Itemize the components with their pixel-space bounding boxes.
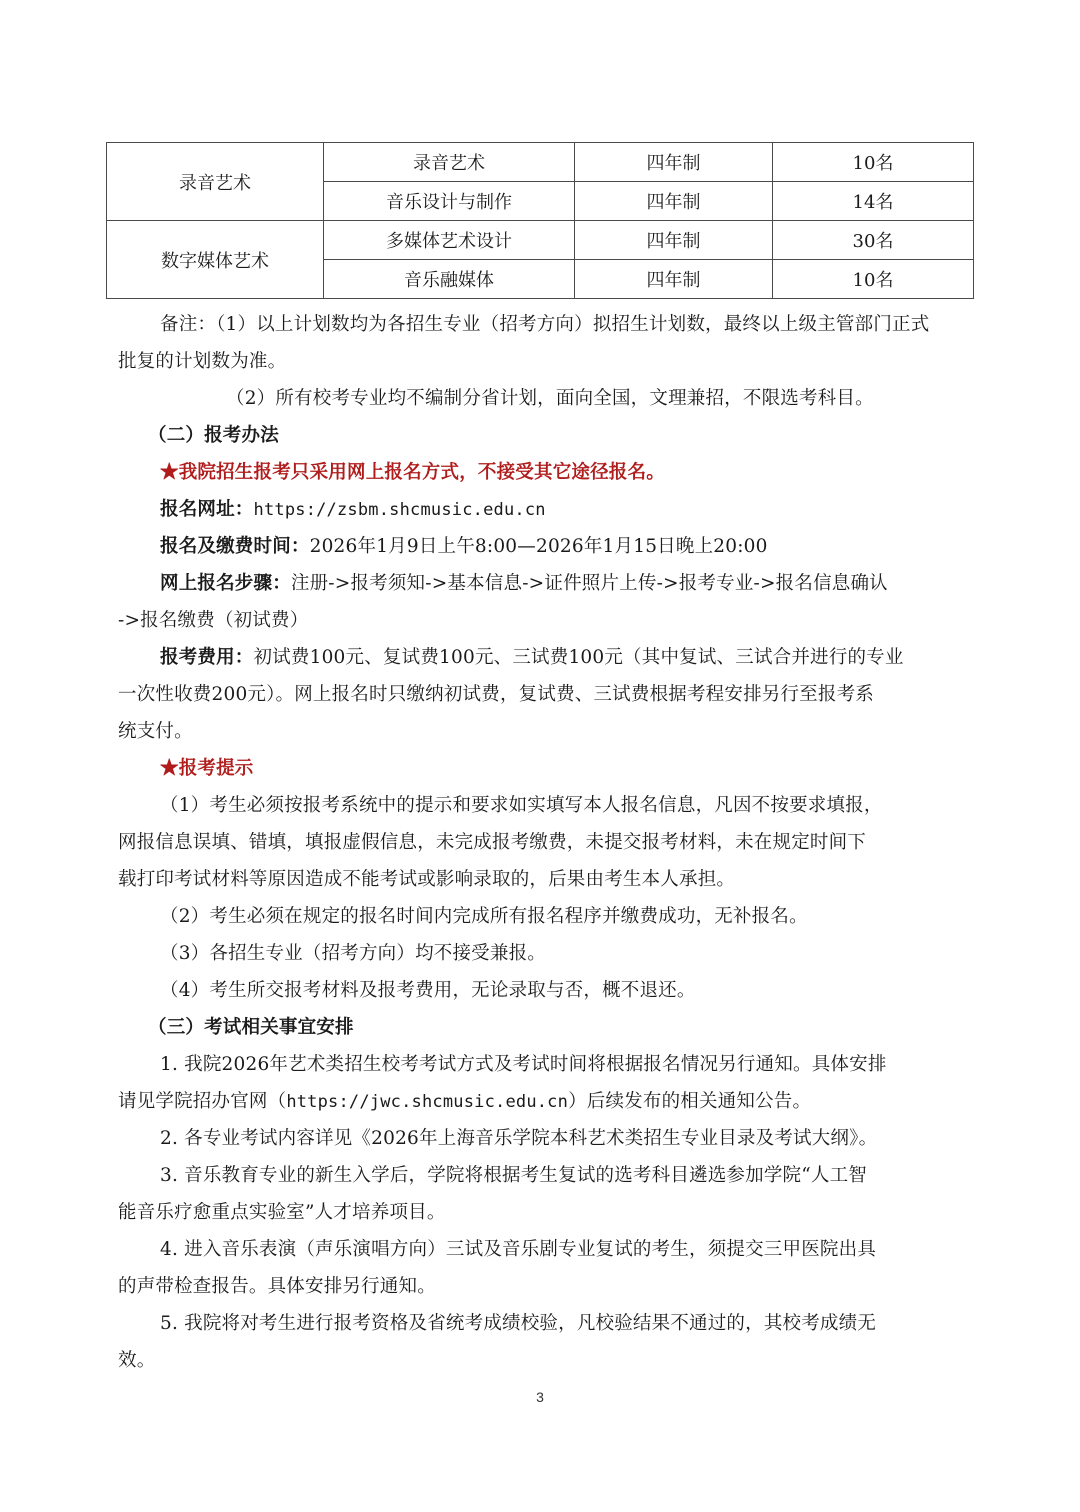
steps-value: 注册->报考须知->基本信息->证件照片上传->报考专业->报名信息确认 — [290, 573, 888, 594]
tips-heading — [118, 750, 966, 787]
tips-heading-text: 报考提示 — [178, 758, 254, 779]
exam-item-1: 1. 我院2026年艺术类招生校考考试方式及考试时间将根据报名情况另行通知。具体安排 — [160, 1054, 887, 1075]
registration-steps-row — [118, 565, 966, 602]
duration-cell: 四年制 — [575, 221, 773, 260]
table-row — [107, 143, 974, 182]
steps-label: 网上报名步骤： — [160, 573, 291, 594]
quota-cell: 10名 — [773, 260, 974, 299]
tip-2: （2）考生必须在规定的报名时间内完成所有报名程序并缴费成功，无补报名。 — [160, 906, 808, 927]
item-1-post: ）后续发布的相关通知公告。 — [568, 1091, 812, 1112]
exam-item-5: 5. 我院将对考生进行报考资格及省统考成绩校验，凡校验结果不通过的，其校考成绩无 — [160, 1313, 877, 1334]
tip-1: （1）考生必须按报考系统中的提示和要求如实填写本人报名信息，凡因不按要求填报， — [160, 795, 883, 816]
notice-text: 我院招生报考只采用网上报名方式，不接受其它途径报名。 — [178, 462, 665, 483]
tip-3: （3）各招生专业（招考方向）均不接受兼报。 — [160, 943, 546, 964]
item-1-pre: 请见学院招办官网（ — [118, 1091, 287, 1112]
duration-cell: 四年制 — [575, 143, 773, 182]
note-2: （2）所有校考专业均不编制分省计划，面向全国，文理兼招，不限选考科目。 — [226, 388, 874, 409]
duration-cell: 四年制 — [575, 260, 773, 299]
table-row — [107, 221, 974, 260]
enrollment-plan-table — [106, 142, 974, 299]
online-only-notice — [118, 454, 966, 491]
quota-cell: 10名 — [773, 143, 974, 182]
registration-url-link[interactable]: https://zsbm.shcmusic.edu.cn — [253, 500, 546, 520]
exam-item-1-cont — [118, 1083, 966, 1120]
tip-4: （4）考生所交报考材料及报考费用，无论录取与否，概不退还。 — [160, 980, 696, 1001]
section-heading-registration: （二）报考办法 — [148, 425, 279, 446]
tip-1-cont-2: 载打印考试材料等原因造成不能考试或影响录取的，后果由考生本人承担。 — [118, 869, 736, 890]
duration-cell: 四年制 — [575, 182, 773, 221]
document-body — [118, 306, 966, 1379]
quota-cell: 30名 — [773, 221, 974, 260]
registration-time-row — [118, 528, 966, 565]
fee-cont-1: 一次性收费200元）。网上报名时只缴纳初试费，复试费、三试费根据考程安排另行至报考系 — [118, 684, 874, 705]
major-cell: 音乐设计与制作 — [324, 182, 575, 221]
time-value: 2026年1月9日上午8:00—2026年1月15日晚上20:00 — [309, 536, 768, 557]
section-heading-exam: （三）考试相关事宜安排 — [148, 1017, 354, 1038]
registration-steps-cont: ->报名缴费（初试费） — [118, 610, 309, 631]
category-cell: 数字媒体艺术 — [107, 221, 324, 299]
fee-value: 初试费100元、复试费100元、三试费100元（其中复试、三试合并进行的专业 — [253, 647, 904, 668]
major-cell: 音乐融媒体 — [324, 260, 575, 299]
tip-1-cont-1: 网报信息误填、错填，填报虚假信息，未完成报考缴费，未提交报考材料，未在规定时间下 — [118, 832, 867, 853]
star-icon: ★ — [160, 758, 179, 779]
star-icon: ★ — [160, 462, 179, 483]
time-label: 报名及缴费时间： — [160, 536, 310, 557]
fee-label: 报考费用： — [160, 647, 254, 668]
exam-item-5-cont: 效。 — [118, 1350, 156, 1371]
exam-item-2: 2. 各专业考试内容详见《2026年上海音乐学院本科艺术类招生专业目录及考试大纲》。 — [160, 1128, 878, 1149]
quota-cell: 14名 — [773, 182, 974, 221]
registration-url-row — [118, 491, 966, 528]
exam-item-4-cont: 的声带检查报告。具体安排另行通知。 — [118, 1276, 436, 1297]
note-1: 备注：（1）以上计划数均为各招生专业（招考方向）拟招生计划数，最终以上级主管部门正式 — [160, 314, 930, 335]
page-number: 3 — [536, 1389, 544, 1405]
admissions-site-link[interactable]: https://jwc.shcmusic.edu.cn — [286, 1092, 569, 1112]
exam-item-4: 4. 进入音乐表演（声乐演唱方向）三试及音乐剧专业复试的考生，须提交三甲医院出具 — [160, 1239, 877, 1260]
url-label: 报名网址： — [160, 499, 254, 520]
exam-item-3-cont: 能音乐疗愈重点实验室”人才培养项目。 — [118, 1202, 446, 1223]
note-1-cont: 批复的计划数为准。 — [118, 351, 287, 372]
fee-cont-2: 统支付。 — [118, 721, 193, 742]
exam-item-3: 3. 音乐教育专业的新生入学后，学院将根据考生复试的选考科目遴选参加学院“人工智 — [160, 1165, 867, 1186]
major-cell: 多媒体艺术设计 — [324, 221, 575, 260]
major-cell: 录音艺术 — [324, 143, 575, 182]
category-cell: 录音艺术 — [107, 143, 324, 221]
fee-row — [118, 639, 966, 676]
